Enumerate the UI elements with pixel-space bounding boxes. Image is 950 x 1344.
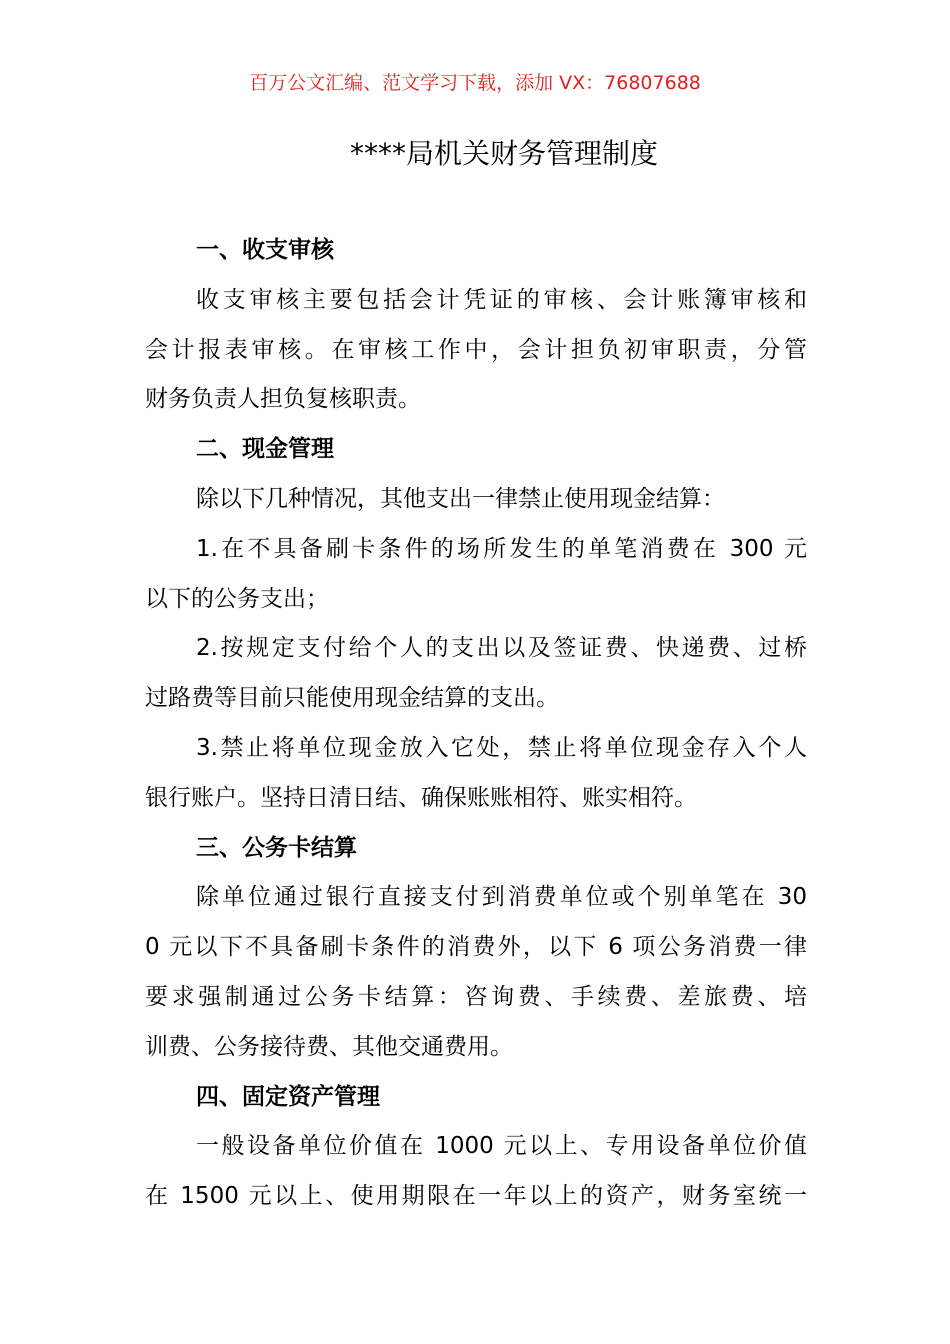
text-line: 除单位通过银行直接支付到消费单位或个别单笔在 30 — [196, 884, 807, 911]
text-line: 财务负责人担负复核职责。 — [145, 386, 421, 413]
text-line: 2.按规定支付给个人的支出以及签证费、快递费、过桥 — [196, 635, 807, 662]
text-line: 3.禁止将单位现金放入它处，禁止将单位现金存入个人 — [196, 734, 807, 761]
text-line: 过路费等目前只能使用现金结算的支出。 — [145, 685, 559, 712]
header-note: 百万公文汇编、范文学习下载，添加 VX：76807688 — [249, 72, 701, 94]
text-line: 银行账户。坚持日清日结、确保账账相符、账实相符。 — [145, 784, 697, 811]
text-line: 0 元以下不具备刷卡条件的消费外，以下 6 项公务消费一律 — [145, 934, 807, 961]
text-line: 训费、公务接待费、其他交通费用。 — [145, 1033, 513, 1060]
document-title: ****局机关财务管理制度 — [349, 137, 658, 170]
text-line: 以下的公务支出； — [145, 585, 329, 612]
text-line: 收支审核主要包括会计凭证的审核、会计账簿审核和 — [196, 286, 807, 313]
text-line: 会计报表审核。在审核工作中，会计担负初审职责，分管 — [145, 336, 807, 363]
text-line: 除以下几种情况，其他支出一律禁止使用现金结算： — [196, 485, 725, 512]
section-heading: 一、收支审核 — [196, 237, 334, 263]
document-body — [145, 226, 807, 1222]
text-line: 1.在不具备刷卡条件的场所发生的单笔消费在 300 元 — [196, 535, 807, 562]
section-heading: 四、固定资产管理 — [196, 1083, 380, 1110]
section-heading: 二、现金管理 — [196, 436, 334, 463]
section-heading: 三、公务卡结算 — [196, 834, 357, 861]
text-line: 一般设备单位价值在 1000 元以上、专用设备单位价值 — [196, 1133, 807, 1160]
text-line: 在 1500 元以上、使用期限在一年以上的资产，财务室统一 — [145, 1183, 807, 1210]
text-line: 要求强制通过公务卡结算：咨询费、手续费、差旅费、培 — [145, 983, 807, 1010]
